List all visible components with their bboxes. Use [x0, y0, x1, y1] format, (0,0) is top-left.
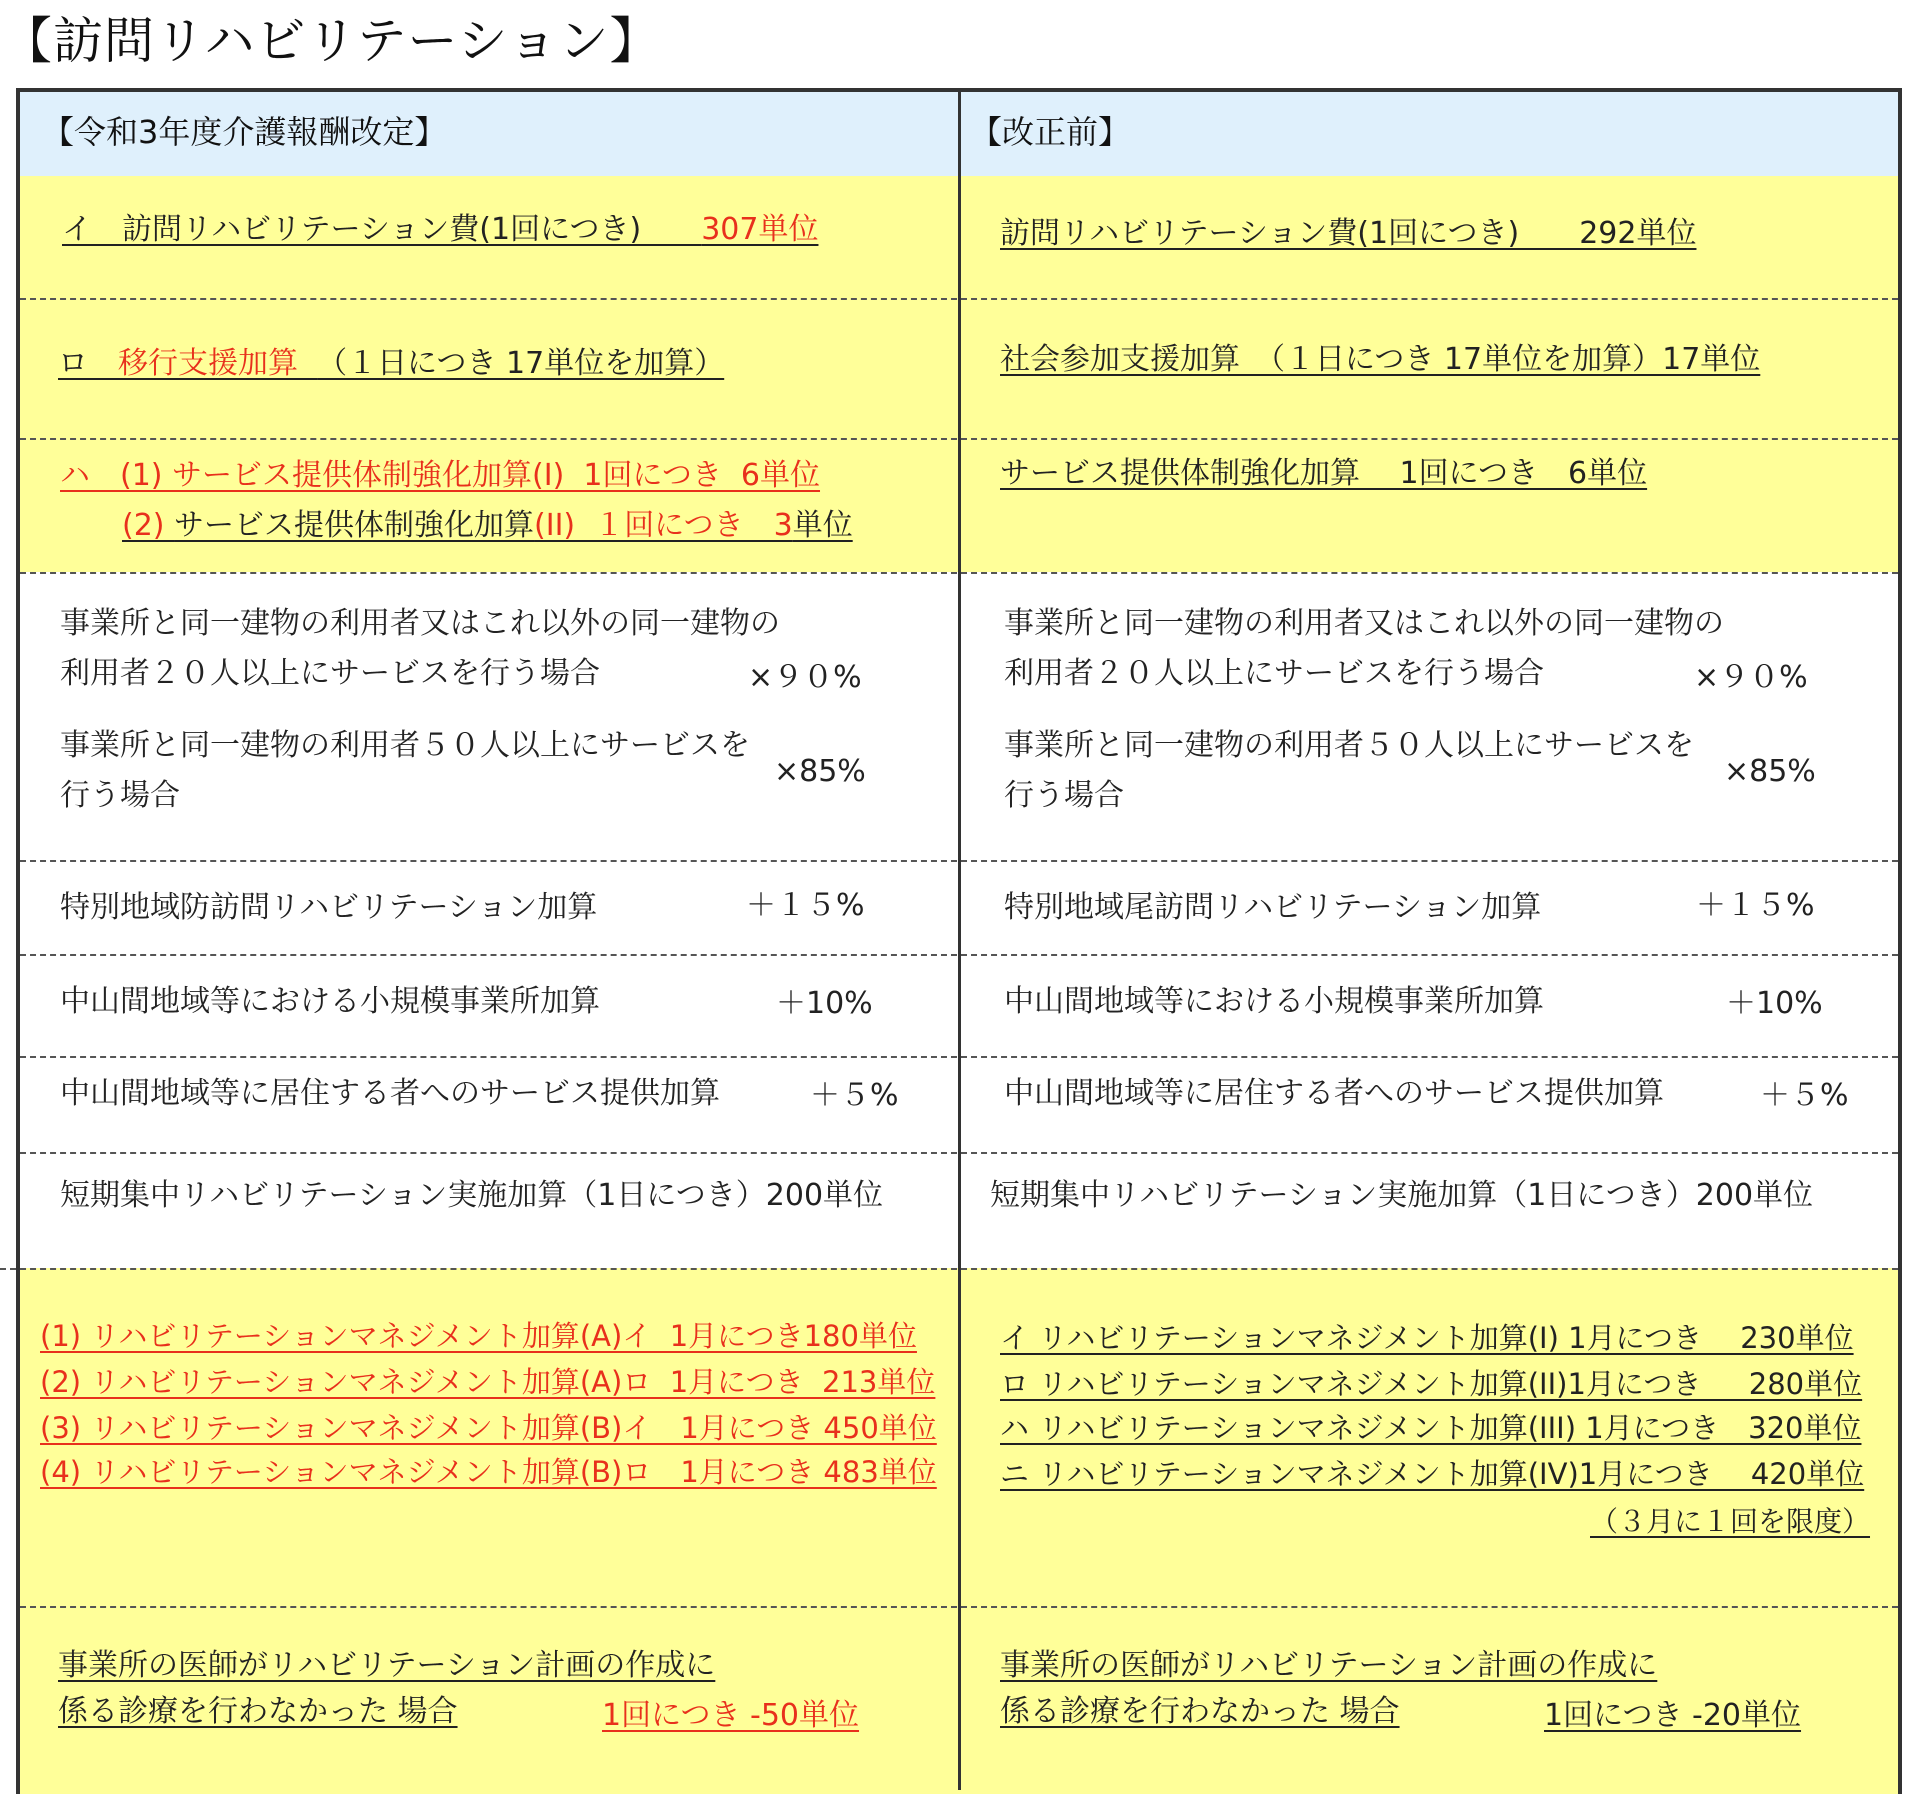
r9-left-item-4: (4) リハビリテーションマネジメント加算(B)ロ 1月につき 483単位 — [40, 1455, 937, 1489]
r6-right: 中山間地域等における小規模事業所加算 — [1004, 984, 1544, 1019]
r3-left-line2 — [122, 506, 853, 546]
r2-left-name: 移行支援加算 — [118, 346, 298, 381]
r5-left-pct: ＋１５% — [746, 888, 865, 923]
comparison-table — [16, 88, 1902, 1794]
r5-right: 特別地域尾訪問リハビリテーション加算 — [1004, 890, 1542, 925]
r2-left-prefix: ロ — [58, 346, 118, 381]
r3-left-line2-d: 単位 — [792, 508, 853, 543]
r1-right: 訪問リハビリテーション費(1回につき) 292単位 — [1000, 216, 1697, 251]
column-divider — [958, 92, 961, 1790]
r3-left-line1: ハ (1) サービス提供体制強化加算(I) 1回につき 6単位 — [60, 458, 821, 493]
r9-right-note: （３月に１回を限度） — [1590, 1505, 1871, 1538]
r3-left-line2-a: (2) — [122, 508, 175, 543]
r4-left-pct1: ×９０% — [748, 660, 862, 695]
r9-right-item-4: ニ リハビリテーションマネジメント加算(IV)1月につき 420単位 — [1000, 1457, 1865, 1491]
r3-left-line2-b: サービス提供体制強化加算 — [174, 508, 535, 543]
r6-left-pct: ＋10% — [776, 986, 873, 1021]
r4-left-pct2: ×85% — [774, 754, 866, 789]
r4-left-line1: 事業所と同一建物の利用者又はこれ以外の同一建物の — [60, 606, 780, 641]
r6-left: 中山間地域等における小規模事業所加算 — [60, 984, 600, 1019]
r1-left-value: 307単位 — [701, 212, 819, 247]
r7-right-pct: ＋５% — [1760, 1078, 1849, 1113]
r9-left-item-2: (2) リハビリテーションマネジメント加算(A)ロ 1月につき 213単位 — [40, 1365, 936, 1399]
r2-left-suffix: （１日につき 17単位を加算） — [317, 346, 725, 381]
r9-right-item-1: イ リハビリテーションマネジメント加算(I) 1月につき 230単位 — [1000, 1321, 1854, 1355]
header-left: 【令和3年度介護報酬改定】 — [42, 113, 447, 151]
r7-left: 中山間地域等に居住する者へのサービス提供加算 — [60, 1076, 720, 1111]
r4-right-line1: 事業所と同一建物の利用者又はこれ以外の同一建物の — [1004, 606, 1724, 641]
r9-left-item-1: (1) リハビリテーションマネジメント加算(A)イ 1月につき180単位 — [40, 1319, 917, 1353]
r8-right: 短期集中リハビリテーション実施加算（1日につき）200単位 — [990, 1178, 1814, 1213]
r4-right-pct2: ×85% — [1724, 754, 1816, 789]
r8-left: 短期集中リハビリテーション実施加算（1日につき）200単位 — [60, 1178, 884, 1213]
r3-right: サービス提供体制強化加算 1回につき 6単位 — [1000, 456, 1648, 491]
r10-right-line1: 事業所の医師がリハビリテーション計画の作成に — [1000, 1648, 1658, 1683]
r10-right-line2: 係る診療を行わなかった 場合 — [1000, 1694, 1400, 1729]
r4-right-line2: 利用者２０人以上にサービスを行う場合 — [1004, 656, 1544, 691]
r10-right-value: 1回につき -20単位 — [1544, 1698, 1802, 1733]
r3-left-line2-c: (II) １回につき 3 — [534, 508, 793, 543]
r7-right: 中山間地域等に居住する者へのサービス提供加算 — [1004, 1076, 1664, 1111]
r2-right: 社会参加支援加算 （１日につき 17単位を加算）17単位 — [1000, 342, 1761, 377]
r5-left: 特別地域防訪問リハビリテーション加算 — [60, 890, 598, 925]
r10-left-line2: 係る診療を行わなかった 場合 — [58, 1694, 458, 1729]
r4-right-pct1: ×９０% — [1694, 660, 1808, 695]
r4-right-line4: 行う場合 — [1004, 778, 1124, 813]
r9-right-item-3: ハ リハビリテーションマネジメント加算(III) 1月につき 320単位 — [1000, 1411, 1862, 1445]
r6-right-pct: ＋10% — [1726, 986, 1823, 1021]
r10-left-line1: 事業所の医師がリハビリテーション計画の作成に — [58, 1648, 716, 1683]
r1-left — [62, 210, 818, 250]
row-divider — [0, 1268, 1898, 1270]
r9-left-item-3: (3) リハビリテーションマネジメント加算(B)イ 1月につき 450単位 — [40, 1411, 937, 1445]
r9-right-item-2: ロ リハビリテーションマネジメント加算(II)1月につき 280単位 — [1000, 1367, 1863, 1401]
page-title: 【訪問リハビリテーション】 — [2, 12, 661, 70]
r1-left-label: イ 訪問リハビリテーション費(1回につき) — [62, 212, 702, 247]
r4-left-line3: 事業所と同一建物の利用者５０人以上にサービスを — [60, 728, 750, 763]
r10-left-value: 1回につき -50単位 — [602, 1698, 860, 1733]
r5-right-pct: ＋１５% — [1696, 888, 1815, 923]
r7-left-pct: ＋５% — [810, 1078, 899, 1113]
header-right: 【改正前】 — [970, 113, 1131, 151]
r4-left-line4: 行う場合 — [60, 778, 180, 813]
r4-right-line3: 事業所と同一建物の利用者５０人以上にサービスを — [1004, 728, 1694, 763]
r4-left-line2: 利用者２０人以上にサービスを行う場合 — [60, 656, 600, 691]
r2-left — [58, 344, 724, 384]
